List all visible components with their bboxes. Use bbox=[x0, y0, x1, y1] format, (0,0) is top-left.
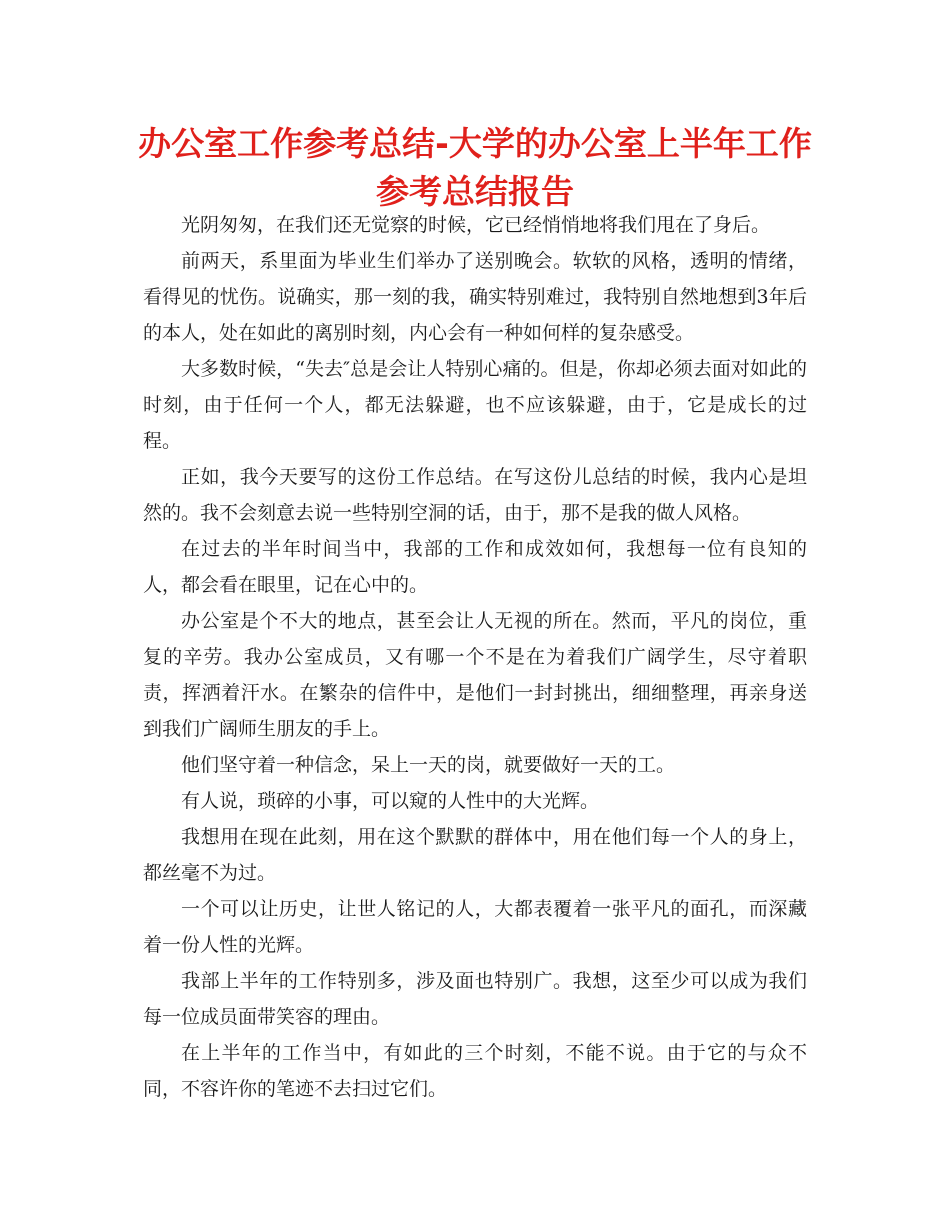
paragraph: 光阴匆匆，在我们还无觉察的时候，它已经悄悄地将我们甩在了身后。 bbox=[181, 214, 771, 236]
paragraph: 办公室是个不大的地点，甚至会让人无视的所在。然而，平凡的岗位，重复的辛劳。我办公室成员，又有哪一个不是在为着我们广阔学生，尽守着职责，挥洒着汗水。在繁杂的信件中，是他们一封封挑出，细细整理，再亲身送到我们广阔师生朋友的手上。 bbox=[143, 610, 807, 740]
paragraph: 我部上半年的工作特别多，涉及面也特别广。我想，这至少可以成为我们每一位成员面带笑容的理由。 bbox=[143, 970, 807, 1028]
document-body bbox=[143, 207, 807, 1107]
paragraph: 我想用在现在此刻，用在这个默默的群体中，用在他们每一个人的身上，都丝毫不为过。 bbox=[143, 826, 807, 884]
paragraph: 有人说，琐碎的小事，可以窥的人性中的大光辉。 bbox=[181, 790, 600, 812]
paragraph: 他们坚守着一种信念，呆上一天的岗，就要做好一天的工。 bbox=[181, 754, 676, 776]
paragraph: 在过去的半年时间当中，我部的工作和成效如何，我想每一位有良知的人，都会看在眼里，记在心中的。 bbox=[143, 538, 807, 596]
paragraph: 大多数时候，“失去″总是会让人特别心痛的。但是，你却必须去面对如此的时刻，由于任何一个人，都无法躲避，也不应该躲避，由于，它是成长的过程。 bbox=[143, 358, 807, 452]
paragraph: 正如，我今天要写的这份工作总结。在写这份儿总结的时候，我内心是坦然的。我不会刻意去说一些特别空洞的话，由于，那不是我的做人风格。 bbox=[143, 466, 807, 524]
paragraph: 前两天，系里面为毕业生们举办了送别晚会。软软的风格，透明的情绪，看得见的忧伤。说确实，那一刻的我，确实特别难过，我特别自然地想到3年后的本人，处在如此的离别时刻，内心会有一种如何样的复杂感受。 bbox=[143, 250, 807, 344]
document-title: 办公室工作参考总结-大学的办公室上半年工作参考总结报告 bbox=[138, 124, 812, 211]
paragraph: 一个可以让历史，让世人铭记的人，大都表覆着一张平凡的面孔，而深藏着一份人性的光辉。 bbox=[143, 898, 807, 956]
paragraph: 在上半年的工作当中，有如此的三个时刻，不能不说。由于它的与众不同，不容许你的笔迹不去扫过它们。 bbox=[143, 1042, 807, 1100]
